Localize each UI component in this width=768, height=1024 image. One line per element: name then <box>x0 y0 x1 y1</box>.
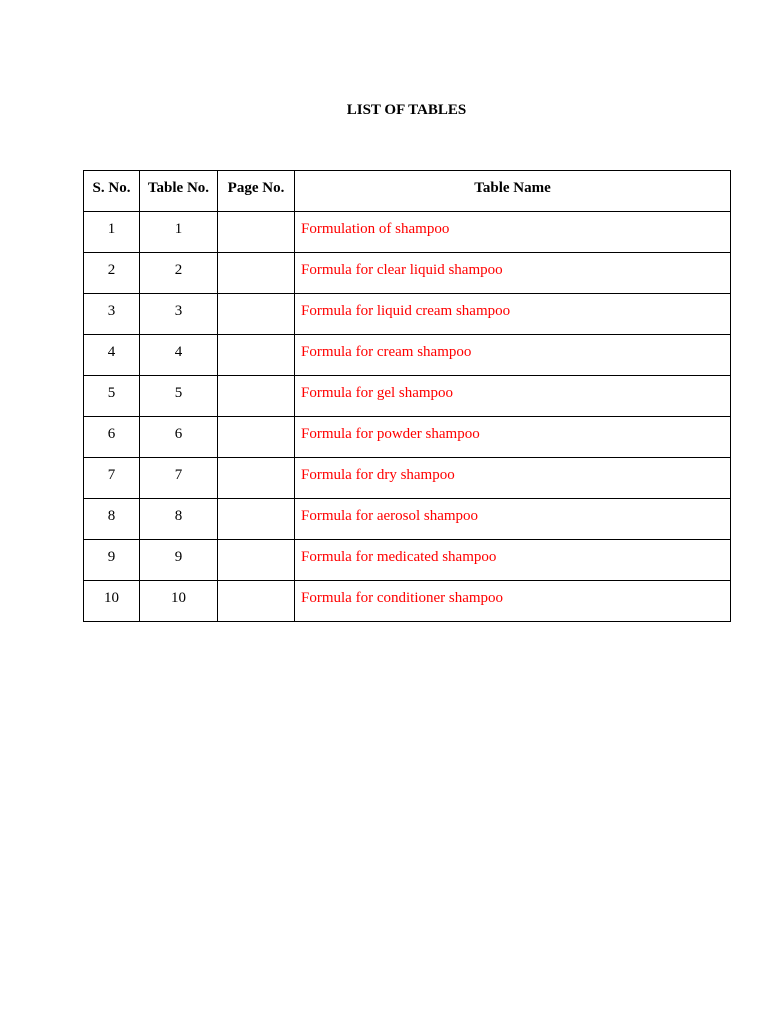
table-no-cell: 7 <box>140 458 218 499</box>
table-row <box>84 540 731 581</box>
table-name-cell <box>295 294 731 335</box>
page-no-cell <box>218 212 295 253</box>
table-no-cell: 10 <box>140 581 218 622</box>
table-name-link[interactable]: Formula for liquid cream shampoo <box>301 303 511 319</box>
table-no-cell: 1 <box>140 212 218 253</box>
s-no-cell: 3 <box>84 294 140 335</box>
table-no-cell: 5 <box>140 376 218 417</box>
s-no-cell: 8 <box>84 499 140 540</box>
table-row <box>84 294 731 335</box>
table-name-link[interactable]: Formula for conditioner shampoo <box>301 590 504 606</box>
table-name-cell <box>295 458 731 499</box>
table-no-cell: 8 <box>140 499 218 540</box>
s-no-cell: 4 <box>84 335 140 376</box>
s-no-cell: 1 <box>84 212 140 253</box>
page-no-cell <box>218 458 295 499</box>
table-row <box>84 335 731 376</box>
list-of-tables <box>83 170 731 622</box>
s-no-cell: 6 <box>84 417 140 458</box>
table-name-cell <box>295 540 731 581</box>
table-name-link[interactable]: Formula for medicated shampoo <box>301 549 497 565</box>
s-no-cell: 2 <box>84 253 140 294</box>
table-no-cell: 4 <box>140 335 218 376</box>
table-name-link[interactable]: Formula for powder shampoo <box>301 426 480 442</box>
header-s-no: S. No. <box>84 171 140 212</box>
page-no-cell <box>218 294 295 335</box>
table-name-cell <box>295 212 731 253</box>
s-no-cell: 10 <box>84 581 140 622</box>
table-name-link[interactable]: Formula for cream shampoo <box>301 344 472 360</box>
page-no-cell <box>218 581 295 622</box>
s-no-cell: 9 <box>84 540 140 581</box>
table-no-cell: 2 <box>140 253 218 294</box>
table-name-cell <box>295 499 731 540</box>
table-row <box>84 458 731 499</box>
s-no-cell: 5 <box>84 376 140 417</box>
table-name-cell <box>295 253 731 294</box>
table-name-cell <box>295 581 731 622</box>
table-row <box>84 212 731 253</box>
table-name-cell <box>295 417 731 458</box>
header-table-name: Table Name <box>295 171 731 212</box>
table-name-link[interactable]: Formula for clear liquid shampoo <box>301 262 503 278</box>
table-name-link[interactable]: Formula for dry shampoo <box>301 467 455 483</box>
page-title: LIST OF TABLES <box>346 102 467 118</box>
table-no-cell: 3 <box>140 294 218 335</box>
table-row <box>84 499 731 540</box>
page-no-cell <box>218 540 295 581</box>
s-no-cell: 7 <box>84 458 140 499</box>
table-no-cell: 9 <box>140 540 218 581</box>
table-row <box>84 253 731 294</box>
table-row <box>84 376 731 417</box>
table-name-link[interactable]: Formulation of shampoo <box>301 221 450 237</box>
page-no-cell <box>218 376 295 417</box>
table-row <box>84 417 731 458</box>
table-no-cell: 6 <box>140 417 218 458</box>
page-no-cell <box>218 499 295 540</box>
table-name-link[interactable]: Formula for aerosol shampoo <box>301 508 479 524</box>
page-no-cell <box>218 417 295 458</box>
header-page-no: Page No. <box>218 171 295 212</box>
page-no-cell <box>218 335 295 376</box>
table-header-row <box>84 171 731 212</box>
table-row <box>84 581 731 622</box>
header-table-no: Table No. <box>140 171 218 212</box>
table-name-link[interactable]: Formula for gel shampoo <box>301 385 454 401</box>
page-no-cell <box>218 253 295 294</box>
table-name-cell <box>295 335 731 376</box>
table-name-cell <box>295 376 731 417</box>
